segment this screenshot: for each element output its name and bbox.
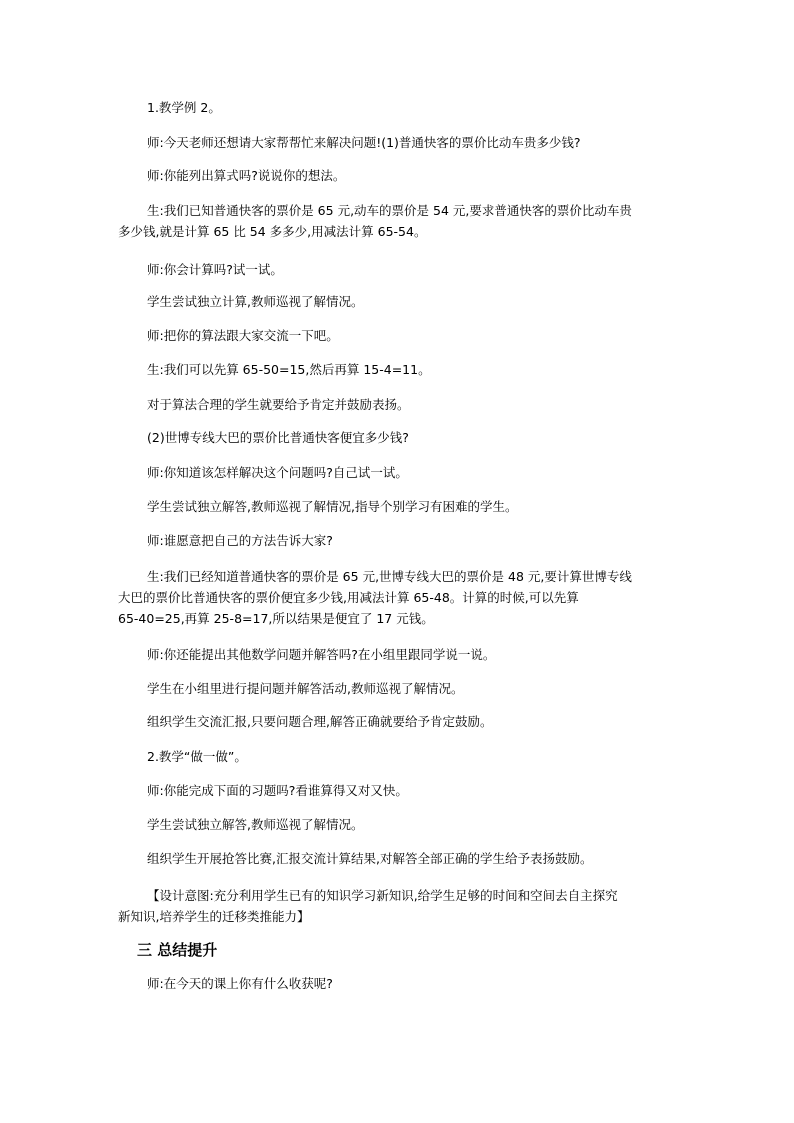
paragraph-teacher-who: 师:谁愿意把自己的方法告诉大家? bbox=[147, 533, 333, 548]
paragraph-student-answer-2 bbox=[118, 566, 678, 629]
paragraph-student-method: 生:我们可以先算 65-50=15,然后再算 15-4=11。 bbox=[147, 362, 431, 377]
paragraph-student-exercise: 学生尝试独立解答,教师巡视了解情况。 bbox=[147, 817, 364, 832]
paragraph-example-title: 1.教学例 2。 bbox=[147, 100, 221, 115]
paragraph-design-intent bbox=[118, 885, 678, 927]
section-heading-summary: 三 总结提升 bbox=[137, 941, 218, 959]
paragraph-exercise-title: 2.教学“做一做”。 bbox=[147, 749, 247, 764]
paragraph-line: 多少钱,就是计算 65 比 54 多多少,用减法计算 65-54。 bbox=[118, 224, 427, 239]
paragraph-group-activity: 学生在小组里进行提问题并解答活动,教师巡视了解情况。 bbox=[147, 681, 464, 696]
paragraph-teacher-question-1: 师:今天老师还想请大家帮帮忙来解决问题!(1)普通快客的票价比动车贵多少钱? bbox=[147, 135, 581, 150]
paragraph-teacher-other: 师:你还能提出其他数学问题并解答吗?在小组里跟同学说一说。 bbox=[147, 647, 496, 662]
paragraph-line: 65-40=25,再算 25-8=17,所以结果是便宜了 17 元钱。 bbox=[118, 611, 434, 626]
paragraph-line: 生:我们已知普通快客的票价是 65 元,动车的票价是 54 元,要求普通快客的票价比动车贵 bbox=[147, 203, 632, 218]
paragraph-competition: 组织学生开展抢答比赛,汇报交流计算结果,对解答全部正确的学生给予表扬鼓励。 bbox=[147, 851, 593, 866]
paragraph-teacher-solve: 师:你知道该怎样解决这个问题吗?自己试一试。 bbox=[147, 465, 408, 480]
paragraph-line: 大巴的票价比普通快客的票价便宜多少钱,用减法计算 65-48。计算的时候,可以先算 bbox=[118, 590, 579, 605]
paragraph-student-solve: 学生尝试独立解答,教师巡视了解情况,指导个别学习有困难的学生。 bbox=[147, 499, 518, 514]
paragraph-line: 【设计意图:充分利用学生已有的知识学习新知识,给学生足够的时间和空间去自主探究 bbox=[147, 888, 618, 903]
paragraph-teacher-exercise: 师:你能完成下面的习题吗?看谁算得又对又快。 bbox=[147, 783, 408, 798]
paragraph-praise: 对于算法合理的学生就要给予肯定并鼓励表扬。 bbox=[147, 397, 410, 412]
paragraph-student-calc: 学生尝试独立计算,教师巡视了解情况。 bbox=[147, 294, 364, 309]
paragraph-line: 生:我们已经知道普通快客的票价是 65 元,世博专线大巴的票价是 48 元,要计算世博专线 bbox=[147, 569, 632, 584]
paragraph-teacher-ask-formula: 师:你能列出算式吗?说说你的想法。 bbox=[147, 168, 346, 183]
paragraph-teacher-harvest: 师:在今天的课上你有什么收获呢? bbox=[147, 976, 333, 991]
paragraph-student-answer-1 bbox=[118, 200, 678, 242]
paragraph-report: 组织学生交流汇报,只要问题合理,解答正确就要给予肯定鼓励。 bbox=[147, 714, 493, 729]
paragraph-question-2: (2)世博专线大巴的票价比普通快客便宜多少钱? bbox=[147, 430, 409, 445]
paragraph-teacher-try: 师:你会计算吗?试一试。 bbox=[147, 262, 283, 277]
paragraph-line: 新知识,培养学生的迁移类推能力】 bbox=[118, 909, 310, 924]
paragraph-teacher-share: 师:把你的算法跟大家交流一下吧。 bbox=[147, 328, 339, 343]
